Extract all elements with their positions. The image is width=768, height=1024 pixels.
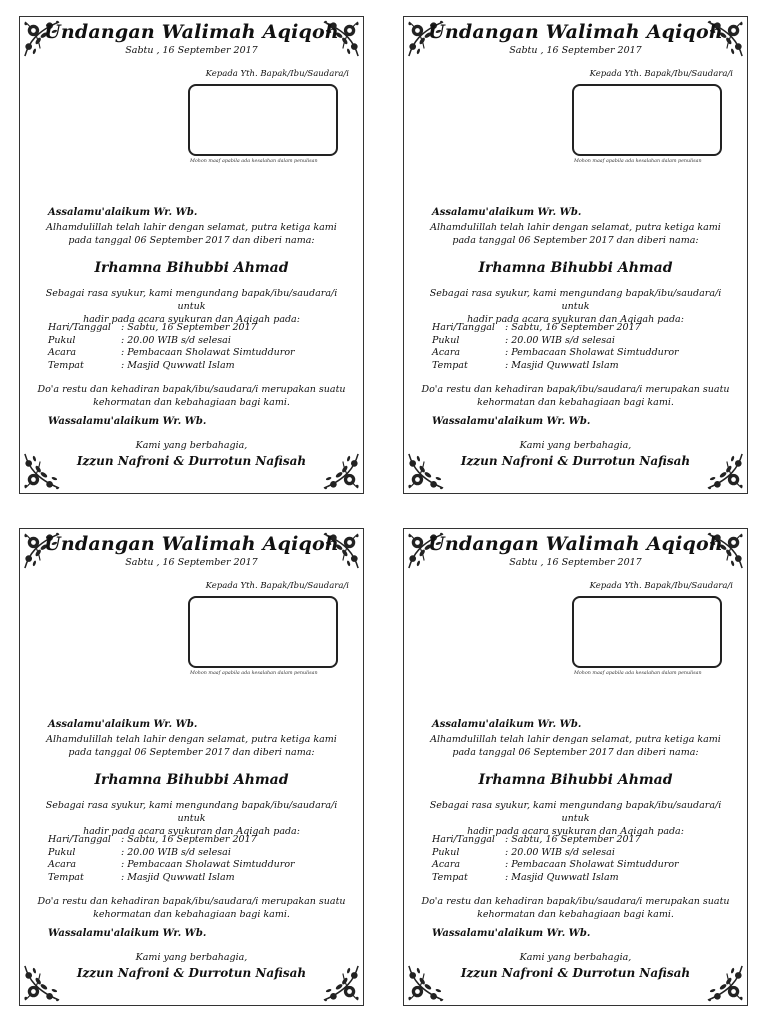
invite-text: Sebagai rasa syukur, kami mengundang bapak/ibu/saudara/i untuk hadir pada acara syukuran dan Aqiqah pada: — [45, 800, 338, 837]
apology-note: Mohon maaf apabila ada kesalahan dalam penulisan — [190, 159, 318, 164]
parents-names: Izzun Nafroni & Durrotun Nafisah — [76, 454, 307, 468]
detail-row: Pukul : 20.00 WIB s/d selesai — [48, 846, 231, 858]
detail-row: Pukul : 20.00 WIB s/d selesai — [432, 846, 615, 858]
event-details — [48, 834, 295, 884]
invitation-title: Undangan Walimah Aqiqoh — [428, 533, 723, 555]
invite-text: Sebagai rasa syukur, kami mengundang bapak/ibu/saudara/i untuk hadir pada acara syukuran dan Aqiqah pada: — [429, 800, 722, 837]
detail-row: Pukul : 20.00 WIB s/d selesai — [432, 334, 615, 346]
doa-text: Do'a restu dan kehadiran bapak/ibu/saudara/i merupakan suatu kehormatan dan kebahagiaan bagi kami. — [37, 384, 346, 408]
address-box — [572, 84, 722, 156]
doa-text: Do'a restu dan kehadiran bapak/ibu/saudara/i merupakan suatu kehormatan dan kebahagiaan bagi kami. — [37, 896, 346, 920]
parents-names: Izzun Nafroni & Durrotun Nafisah — [460, 454, 691, 468]
signoff: Kami yang berbahagia, — [135, 440, 248, 451]
invitation-card — [19, 528, 364, 1006]
intro-text: Alhamdulillah telah lahir dengan selamat, putra ketiga kami pada tanggal 06 September 2017 dan diberi nama: — [430, 222, 721, 246]
signoff: Kami yang berbahagia, — [519, 952, 632, 963]
greeting: Assalamu'alaikum Wr. Wb. — [48, 207, 198, 218]
closing-greeting: Wassalamu'alaikum Wr. Wb. — [432, 416, 591, 427]
greeting: Assalamu'alaikum Wr. Wb. — [432, 719, 582, 730]
child-name: Irhamna Bihubbi Ahmad — [478, 260, 673, 276]
parents-names: Izzun Nafroni & Durrotun Nafisah — [76, 966, 307, 980]
doa-text: Do'a restu dan kehadiran bapak/ibu/saudara/i merupakan suatu kehormatan dan kebahagiaan bagi kami. — [421, 896, 730, 920]
detail-row: Acara : Pembacaan Sholawat Simtudduror — [48, 859, 295, 870]
invite-text: Sebagai rasa syukur, kami mengundang bapak/ibu/saudara/i untuk hadir pada acara syukuran dan Aqiqah pada: — [45, 288, 338, 325]
event-details — [432, 322, 679, 372]
invitation-card — [19, 16, 364, 494]
address-box — [188, 84, 338, 156]
invitation-date: Sabtu , 16 September 2017 — [125, 45, 258, 56]
apology-note: Mohon maaf apabila ada kesalahan dalam penulisan — [574, 671, 702, 676]
detail-row: Hari/Tanggal : Sabtu, 16 September 2017 — [48, 322, 257, 333]
detail-row: Tempat : Masjid Quwwatl Islam — [48, 359, 235, 371]
doa-text: Do'a restu dan kehadiran bapak/ibu/saudara/i merupakan suatu kehormatan dan kebahagiaan bagi kami. — [421, 384, 730, 408]
invitation-card — [403, 528, 748, 1006]
intro-text: Alhamdulillah telah lahir dengan selamat, putra ketiga kami pada tanggal 06 September 2017 dan diberi nama: — [430, 734, 721, 758]
apology-note: Mohon maaf apabila ada kesalahan dalam penulisan — [574, 159, 702, 164]
event-details — [432, 834, 679, 884]
detail-row: Tempat : Masjid Quwwatl Islam — [432, 359, 619, 371]
child-name: Irhamna Bihubbi Ahmad — [94, 772, 289, 788]
detail-row: Acara : Pembacaan Sholawat Simtudduror — [432, 859, 679, 870]
detail-row: Hari/Tanggal : Sabtu, 16 September 2017 — [48, 834, 257, 845]
address-box — [188, 596, 338, 668]
detail-row: Hari/Tanggal : Sabtu, 16 September 2017 — [432, 834, 641, 845]
address-box — [572, 596, 722, 668]
child-name: Irhamna Bihubbi Ahmad — [94, 260, 289, 276]
detail-row: Tempat : Masjid Quwwatl Islam — [48, 871, 235, 883]
invitation-title: Undangan Walimah Aqiqoh — [44, 21, 339, 43]
invitation-date: Sabtu , 16 September 2017 — [125, 557, 258, 568]
closing-greeting: Wassalamu'alaikum Wr. Wb. — [48, 416, 207, 427]
detail-row: Hari/Tanggal : Sabtu, 16 September 2017 — [432, 322, 641, 333]
detail-row: Acara : Pembacaan Sholawat Simtudduror — [432, 347, 679, 358]
recipient-label: Kepada Yth. Bapak/Ibu/Saudara/i — [589, 69, 733, 79]
parents-names: Izzun Nafroni & Durrotun Nafisah — [460, 966, 691, 980]
invitation-title: Undangan Walimah Aqiqoh — [428, 21, 723, 43]
child-name: Irhamna Bihubbi Ahmad — [478, 772, 673, 788]
signoff: Kami yang berbahagia, — [519, 440, 632, 451]
detail-row: Acara : Pembacaan Sholawat Simtudduror — [48, 347, 295, 358]
closing-greeting: Wassalamu'alaikum Wr. Wb. — [432, 928, 591, 939]
detail-row: Pukul : 20.00 WIB s/d selesai — [48, 334, 231, 346]
intro-text: Alhamdulillah telah lahir dengan selamat, putra ketiga kami pada tanggal 06 September 2017 dan diberi nama: — [46, 222, 337, 246]
recipient-label: Kepada Yth. Bapak/Ibu/Saudara/i — [205, 581, 349, 591]
recipient-label: Kepada Yth. Bapak/Ibu/Saudara/i — [205, 69, 349, 79]
invitation-card — [403, 16, 748, 494]
recipient-label: Kepada Yth. Bapak/Ibu/Saudara/i — [589, 581, 733, 591]
apology-note: Mohon maaf apabila ada kesalahan dalam penulisan — [190, 671, 318, 676]
greeting: Assalamu'alaikum Wr. Wb. — [432, 207, 582, 218]
intro-text: Alhamdulillah telah lahir dengan selamat, putra ketiga kami pada tanggal 06 September 2017 dan diberi nama: — [46, 734, 337, 758]
signoff: Kami yang berbahagia, — [135, 952, 248, 963]
invite-text: Sebagai rasa syukur, kami mengundang bapak/ibu/saudara/i untuk hadir pada acara syukuran dan Aqiqah pada: — [429, 288, 722, 325]
event-details — [48, 322, 295, 372]
invitation-title: Undangan Walimah Aqiqoh — [44, 533, 339, 555]
detail-row: Tempat : Masjid Quwwatl Islam — [432, 871, 619, 883]
invitation-date: Sabtu , 16 September 2017 — [509, 45, 642, 56]
closing-greeting: Wassalamu'alaikum Wr. Wb. — [48, 928, 207, 939]
invitation-date: Sabtu , 16 September 2017 — [509, 557, 642, 568]
greeting: Assalamu'alaikum Wr. Wb. — [48, 719, 198, 730]
